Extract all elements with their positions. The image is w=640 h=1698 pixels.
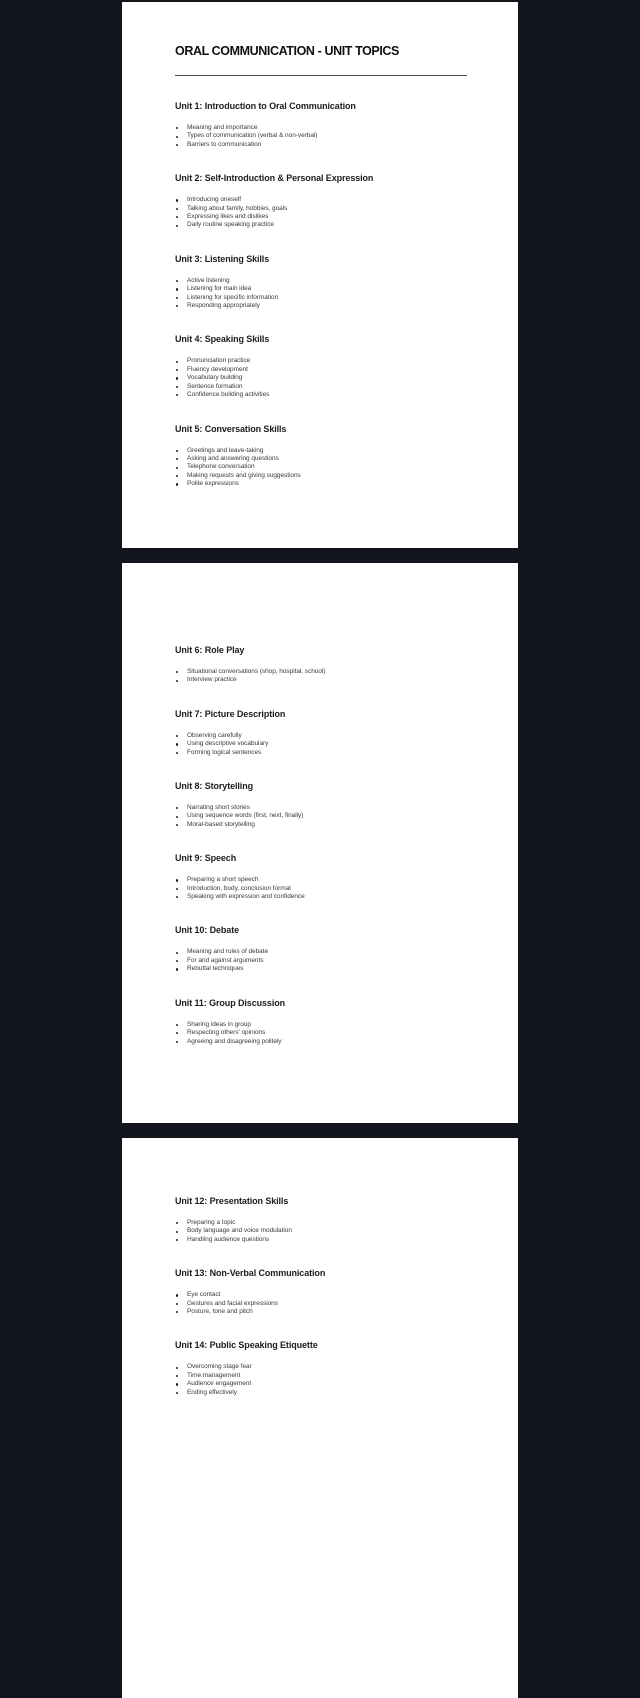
bullet-item: Sentence formation — [175, 383, 467, 391]
unit-bullet-list — [175, 196, 467, 230]
unit-section — [175, 100, 467, 149]
bullet-item: Polite expressions — [175, 480, 467, 488]
unit-section — [175, 852, 467, 901]
bullet-item: Listening for specific information — [175, 294, 467, 302]
bullet-item: Overcoming stage fear — [175, 1363, 467, 1371]
bullet-item: Body language and voice modulation — [175, 1227, 467, 1235]
bullet-item: Daily routine speaking practice — [175, 221, 467, 229]
bullet-item: Responding appropriately — [175, 302, 467, 310]
bullet-item: Using descriptive vocabulary — [175, 740, 467, 748]
unit-section — [175, 253, 467, 311]
bullet-item: Greetings and leave-taking — [175, 447, 467, 455]
unit-bullet-list — [175, 732, 467, 757]
bullet-item: Meaning and importance — [175, 124, 467, 132]
unit-section — [175, 1267, 467, 1316]
unit-section — [175, 333, 467, 399]
bullet-item: Moral-based storytelling — [175, 821, 467, 829]
bullet-item: Types of communication (verbal & non-verbal) — [175, 132, 467, 140]
unit-heading: Unit 10: Debate — [175, 925, 240, 936]
bullet-item: Observing carefully — [175, 732, 467, 740]
unit-bullet-list — [175, 357, 467, 399]
unit-heading: Unit 11: Group Discussion — [175, 997, 286, 1008]
unit-section — [175, 1339, 467, 1397]
bullet-item: Fluency development — [175, 366, 467, 374]
bullet-item: Gestures and facial expressions — [175, 1300, 467, 1308]
bullet-item: Sharing ideas in group — [175, 1021, 467, 1029]
document-page-3 — [122, 1138, 518, 1698]
bullet-item: Situational conversations (shop, hospital, school) — [175, 668, 467, 676]
unit-section — [175, 924, 467, 973]
unit-heading: Unit 12: Presentation Skills — [175, 1196, 289, 1206]
unit-heading: Unit 13: Non-Verbal Communication — [175, 1268, 326, 1279]
bullet-item: Agreeing and disagreeing politely — [175, 1038, 467, 1046]
bullet-item: Pronunciation practice — [175, 357, 467, 365]
unit-bullet-list — [175, 1219, 467, 1244]
document-page-2 — [122, 563, 518, 1123]
unit-bullet-list — [175, 447, 467, 489]
bullet-item: Making requests and giving suggestions — [175, 472, 467, 480]
unit-heading: Unit 7: Picture Description — [175, 708, 286, 719]
bullet-item: Meaning and rules of debate — [175, 948, 467, 956]
bullet-item: Introducing oneself — [175, 196, 467, 204]
bullet-item: For and against arguments — [175, 957, 467, 965]
bullet-item: Speaking with expression and confidence — [175, 893, 467, 901]
unit-heading: Unit 5: Conversation Skills — [175, 423, 287, 434]
bullet-item: Audience engagement — [175, 1380, 467, 1388]
bullet-item: Asking and answering questions — [175, 455, 467, 463]
unit-bullet-list — [175, 1021, 467, 1046]
bullet-item: Eye contact — [175, 1291, 467, 1299]
unit-section — [175, 644, 467, 685]
unit-bullet-list — [175, 948, 467, 973]
bullet-item: Active listening — [175, 277, 467, 285]
unit-section — [175, 1195, 467, 1244]
bullet-item: Posture, tone and pitch — [175, 1308, 467, 1316]
bullet-item: Introduction, body, conclusion format — [175, 885, 467, 893]
unit-bullet-list — [175, 668, 467, 685]
bullet-item: Handling audience questions — [175, 1236, 467, 1244]
unit-heading: Unit 14: Public Speaking Etiquette — [175, 1340, 318, 1351]
unit-heading: Unit 9: Speech — [175, 853, 237, 864]
unit-section — [175, 780, 467, 829]
bullet-item: Time management — [175, 1372, 467, 1380]
unit-heading: Unit 3: Listening Skills — [175, 253, 270, 264]
unit-bullet-list — [175, 804, 467, 829]
unit-section — [175, 997, 467, 1046]
bullet-item: Forming logical sentences — [175, 749, 467, 757]
bullet-item: Barriers to communication — [175, 141, 467, 149]
unit-section — [175, 708, 467, 757]
bullet-item: Telephone conversation — [175, 463, 467, 471]
unit-heading: Unit 1: Introduction to Oral Communication — [175, 101, 356, 111]
bullet-item: Ending effectively — [175, 1389, 467, 1397]
bullet-item: Narrating short stories — [175, 804, 467, 812]
bullet-item: Talking about family, hobbies, goals — [175, 205, 467, 213]
document-title: ORAL COMMUNICATION - UNIT TOPICS — [175, 44, 399, 58]
unit-section — [175, 172, 467, 230]
bullet-item: Confidence building activities — [175, 391, 467, 399]
unit-heading: Unit 4: Speaking Skills — [175, 334, 270, 345]
bullet-item: Rebuttal techniques — [175, 965, 467, 973]
unit-bullet-list — [175, 277, 467, 311]
unit-section — [175, 423, 467, 489]
bullet-item: Expressing likes and dislikes — [175, 213, 467, 221]
unit-bullet-list — [175, 876, 467, 901]
bullet-item: Respecting others' opinions — [175, 1029, 467, 1037]
bullet-item: Preparing a short speech — [175, 876, 467, 884]
unit-heading: Unit 6: Role Play — [175, 645, 245, 655]
bullet-item: Listening for main idea — [175, 285, 467, 293]
unit-bullet-list — [175, 1291, 467, 1316]
document-page-1 — [122, 2, 518, 548]
unit-heading: Unit 2: Self-Introduction & Personal Expression — [175, 173, 374, 184]
title-divider — [175, 75, 467, 76]
bullet-item: Using sequence words (first, next, finally) — [175, 812, 467, 820]
bullet-item: Preparing a topic — [175, 1219, 467, 1227]
unit-bullet-list — [175, 1363, 467, 1397]
bullet-item: Vocabulary building — [175, 374, 467, 382]
unit-bullet-list — [175, 124, 467, 149]
bullet-item: Interview practice — [175, 676, 467, 684]
unit-heading: Unit 8: Storytelling — [175, 781, 254, 792]
